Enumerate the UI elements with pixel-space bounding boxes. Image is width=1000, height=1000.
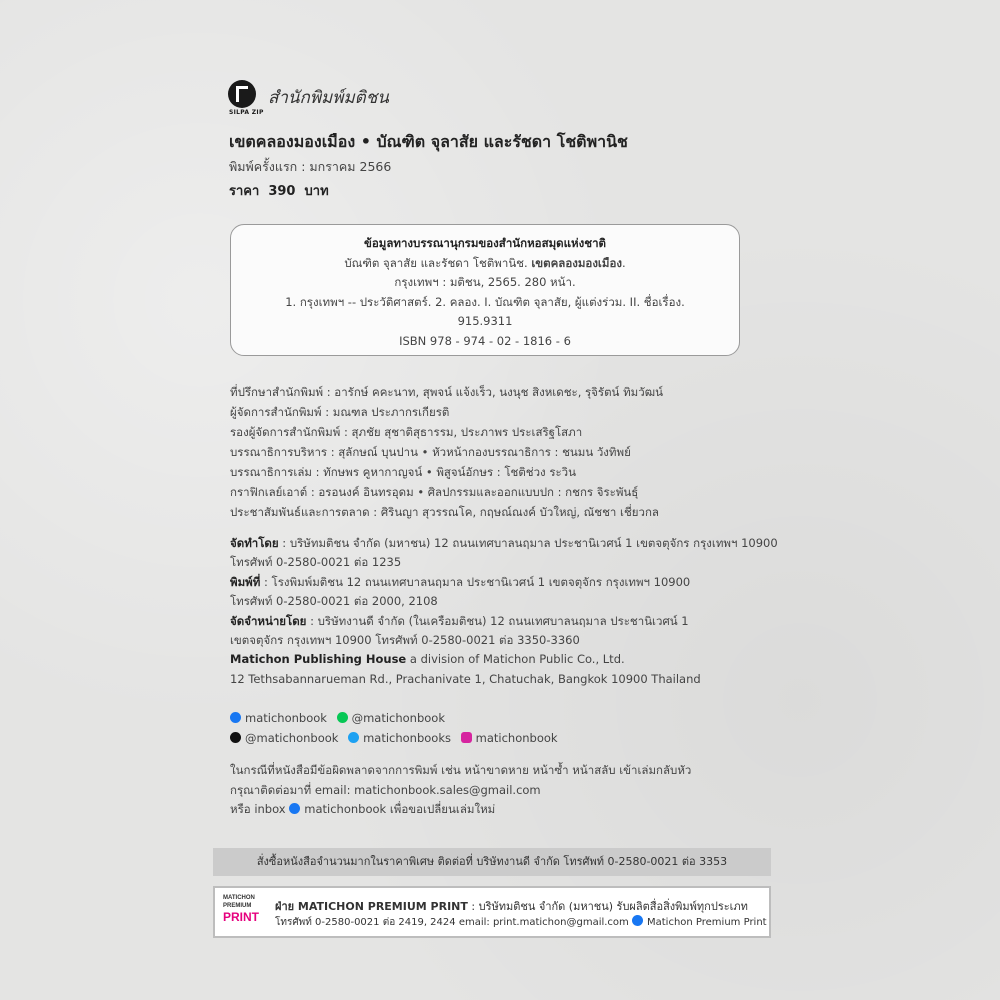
cip-title: เขตคลองมองเมือง	[531, 255, 622, 270]
notice-inbox-line	[230, 800, 691, 820]
english-publisher-line	[230, 650, 778, 669]
premium-print-logo	[223, 894, 267, 924]
facebook-icon	[230, 712, 241, 723]
staff-line: บรรณาธิการเล่ม : ทักษพร คูหากาญจน์ • พิสูจน์อักษร : โชติช่วง ระวิน	[230, 465, 576, 479]
premium-contact-line	[275, 915, 767, 930]
cip-classification: 915.9311	[457, 314, 513, 329]
facebook-icon	[289, 803, 300, 814]
notice-line: ในกรณีที่หนังสือมีข้อผิดพลาดจากการพิมพ์ เช่น หน้าขาดหาย หน้าซ้ำ หน้าสลับ เข้าเล่มกลับหัว	[230, 763, 692, 777]
notice-inbox-prefix: หรือ inbox	[230, 802, 286, 816]
printer-label: พิมพ์ที่	[230, 574, 261, 589]
staff-line: บรรณาธิการบริหาร : สุลักษณ์ บุนปาน • หัวหน้ากองบรรณาธิการ : ชนมน วังทิพย์	[230, 445, 631, 459]
publisher-logo	[228, 80, 628, 120]
premium-logo-line: PREMIUM	[223, 903, 252, 909]
producer-text: : บริษัทมติชน จำกัด (มหาชน) 12 ถนนเทศบาลนฤมาล ประชานิเวศน์ 1 เขตจตุจักร กรุงเทพฯ 10900	[278, 536, 778, 550]
publisher-logo-icon	[228, 80, 256, 108]
instagram-handle[interactable]: matichonbook	[475, 731, 558, 745]
english-address: 12 Tethsabannarueman Rd., Prachanivate 1, Chatuchak, Bangkok 10900 Thailand	[230, 671, 701, 686]
cip-heading: ข้อมูลทางบรรณานุกรมของสำนักหอสมุดแห่งชาติ	[364, 236, 606, 250]
publisher-name-script: สำนักพิมพ์มติชน	[268, 88, 389, 108]
bulk-order-bar: สั่งซื้อหนังสือจำนวนมากในราคาพิเศษ ติดต่อที่ บริษัทงานดี จำกัด โทรศัพท์ 0-2580-0021 ต่อ 3353	[213, 848, 771, 876]
staff-credits	[230, 382, 663, 522]
social-links	[230, 708, 558, 748]
price-label: ราคา	[229, 184, 260, 199]
facebook-icon	[632, 915, 643, 926]
first-print-date: พิมพ์ครั้งแรก : มกราคม 2566	[229, 159, 392, 174]
tiktok-handle[interactable]: @matichonbook	[245, 731, 339, 745]
twitter-icon	[348, 732, 359, 743]
price-unit: บาท	[304, 184, 329, 199]
premium-label: ฝ่าย MATICHON PREMIUM PRINT	[275, 900, 468, 913]
staff-line: รองผู้จัดการสำนักพิมพ์ : สุภชัย สุชาติสุธารรม, ประภาพร ประเสริฐโสภา	[230, 425, 583, 439]
line-icon	[337, 712, 348, 723]
staff-line: ประชาสัมพันธ์และการตลาด : ศิรินญา สุวรรณโค, กฤษณ์ณงค์ บัวใหญ่, ณัชชา เชี่ยวกล	[230, 505, 659, 519]
premium-contact: โทรศัพท์ 0-2580-0021 ต่อ 2419, 2424 email: print.matichon@gmail.com	[275, 917, 629, 928]
price	[229, 180, 329, 201]
producer-line	[230, 534, 778, 553]
cip-imprint: กรุงเทพฯ : มติชน, 2565. 280 หน้า.	[394, 275, 576, 290]
instagram-icon	[461, 732, 472, 743]
price-value: 390	[268, 184, 296, 199]
line-handle[interactable]: @matichonbook	[351, 711, 445, 725]
premium-print-box	[213, 886, 771, 938]
staff-line: ผู้จัดการสำนักพิมพ์ : มณฑล ประภากรเกียรติ	[230, 405, 450, 419]
cip-period: .	[621, 255, 626, 270]
distributor-label: จัดจำหน่ายโดย	[230, 613, 307, 628]
facebook-handle[interactable]: matichonbook	[245, 711, 327, 725]
premium-text: : บริษัทมติชน จำกัด (มหาชน) รับผลิตสื่อสิ่งพิมพ์ทุกประเภท	[467, 900, 748, 913]
book-title: เขตคลองมองเมือง • บัณฑิต จุลาสัย และรัชดา โชติพานิช	[229, 132, 628, 151]
tiktok-icon	[230, 732, 241, 743]
english-publisher-text: a division of Matichon Public Co., Ltd.	[406, 652, 625, 667]
distributor-line	[230, 612, 778, 631]
premium-logo-line: PRINT	[223, 910, 259, 924]
premium-logo-line: MATICHON	[223, 895, 255, 901]
cip-box	[230, 224, 740, 356]
cip-subjects: 1. กรุงเทพฯ -- ประวัติศาสตร์. 2. คลอง. I. บัณฑิต จุลาสัย, ผู้แต่งร่วม. II. ชื่อเรื่อง.	[285, 294, 685, 309]
staff-line: กราฟิกเลย์เอาต์ : อรอนงค์ อินทรอุดม • ศิลปกรรมและออกแบบปก : กชกร จิระพันธุ์	[230, 485, 639, 499]
logo-subtitle: SILPA ZIP	[229, 109, 264, 116]
defect-notice	[230, 761, 691, 820]
notice-email-line: กรุณาติดต่อมาที่ email: matichonbook.sales@gmail.com	[230, 782, 541, 797]
notice-facebook-handle[interactable]: matichonbook	[304, 802, 387, 816]
printer-phone: โทรศัพท์ 0-2580-0021 ต่อ 2000, 2108	[230, 594, 438, 609]
cip-author: บัณฑิต จุลาสัย และรัชดา โชติพานิช.	[344, 255, 532, 270]
premium-line	[275, 897, 748, 915]
premium-facebook[interactable]: Matichon Premium Print	[646, 917, 767, 928]
notice-inbox-suffix: เพื่อขอเปลี่ยนเล่มใหม่	[389, 802, 496, 816]
twitter-handle[interactable]: matichonbooks	[363, 731, 451, 745]
producer-label: จัดทำโดย	[230, 536, 279, 550]
cip-author-line	[231, 254, 739, 274]
printer-line	[230, 573, 778, 592]
social-row	[230, 708, 558, 728]
publisher-contacts	[230, 534, 778, 689]
producer-phone: โทรศัพท์ 0-2580-0021 ต่อ 1235	[230, 555, 402, 570]
cip-isbn: ISBN 978 - 974 - 02 - 1816 - 6	[399, 333, 571, 348]
english-publisher-name: Matichon Publishing House	[230, 652, 407, 667]
distributor-address: เขตจตุจักร กรุงเทพฯ 10900 โทรศัพท์ 0-2580-0021 ต่อ 3350-3360	[230, 632, 580, 647]
staff-line: ที่ปรึกษาสำนักพิมพ์ : อารักษ์ คคะนาท, สุพจน์ แจ้งเร็ว, นงนุช สิงหเดชะ, รุจิรัตน์ ทิมวัฒน์	[230, 385, 663, 399]
distributor-text: : บริษัทงานดี จำกัด (ในเครือมติชน) 12 ถนนเทศบาลนฤมาล ประชานิเวศน์ 1	[306, 613, 689, 628]
printer-text: : โรงพิมพ์มติชน 12 ถนนเทศบาลนฤมาล ประชานิเวศน์ 1 เขตจตุจักร กรุงเทพฯ 10900	[260, 574, 691, 589]
social-row	[230, 728, 558, 748]
